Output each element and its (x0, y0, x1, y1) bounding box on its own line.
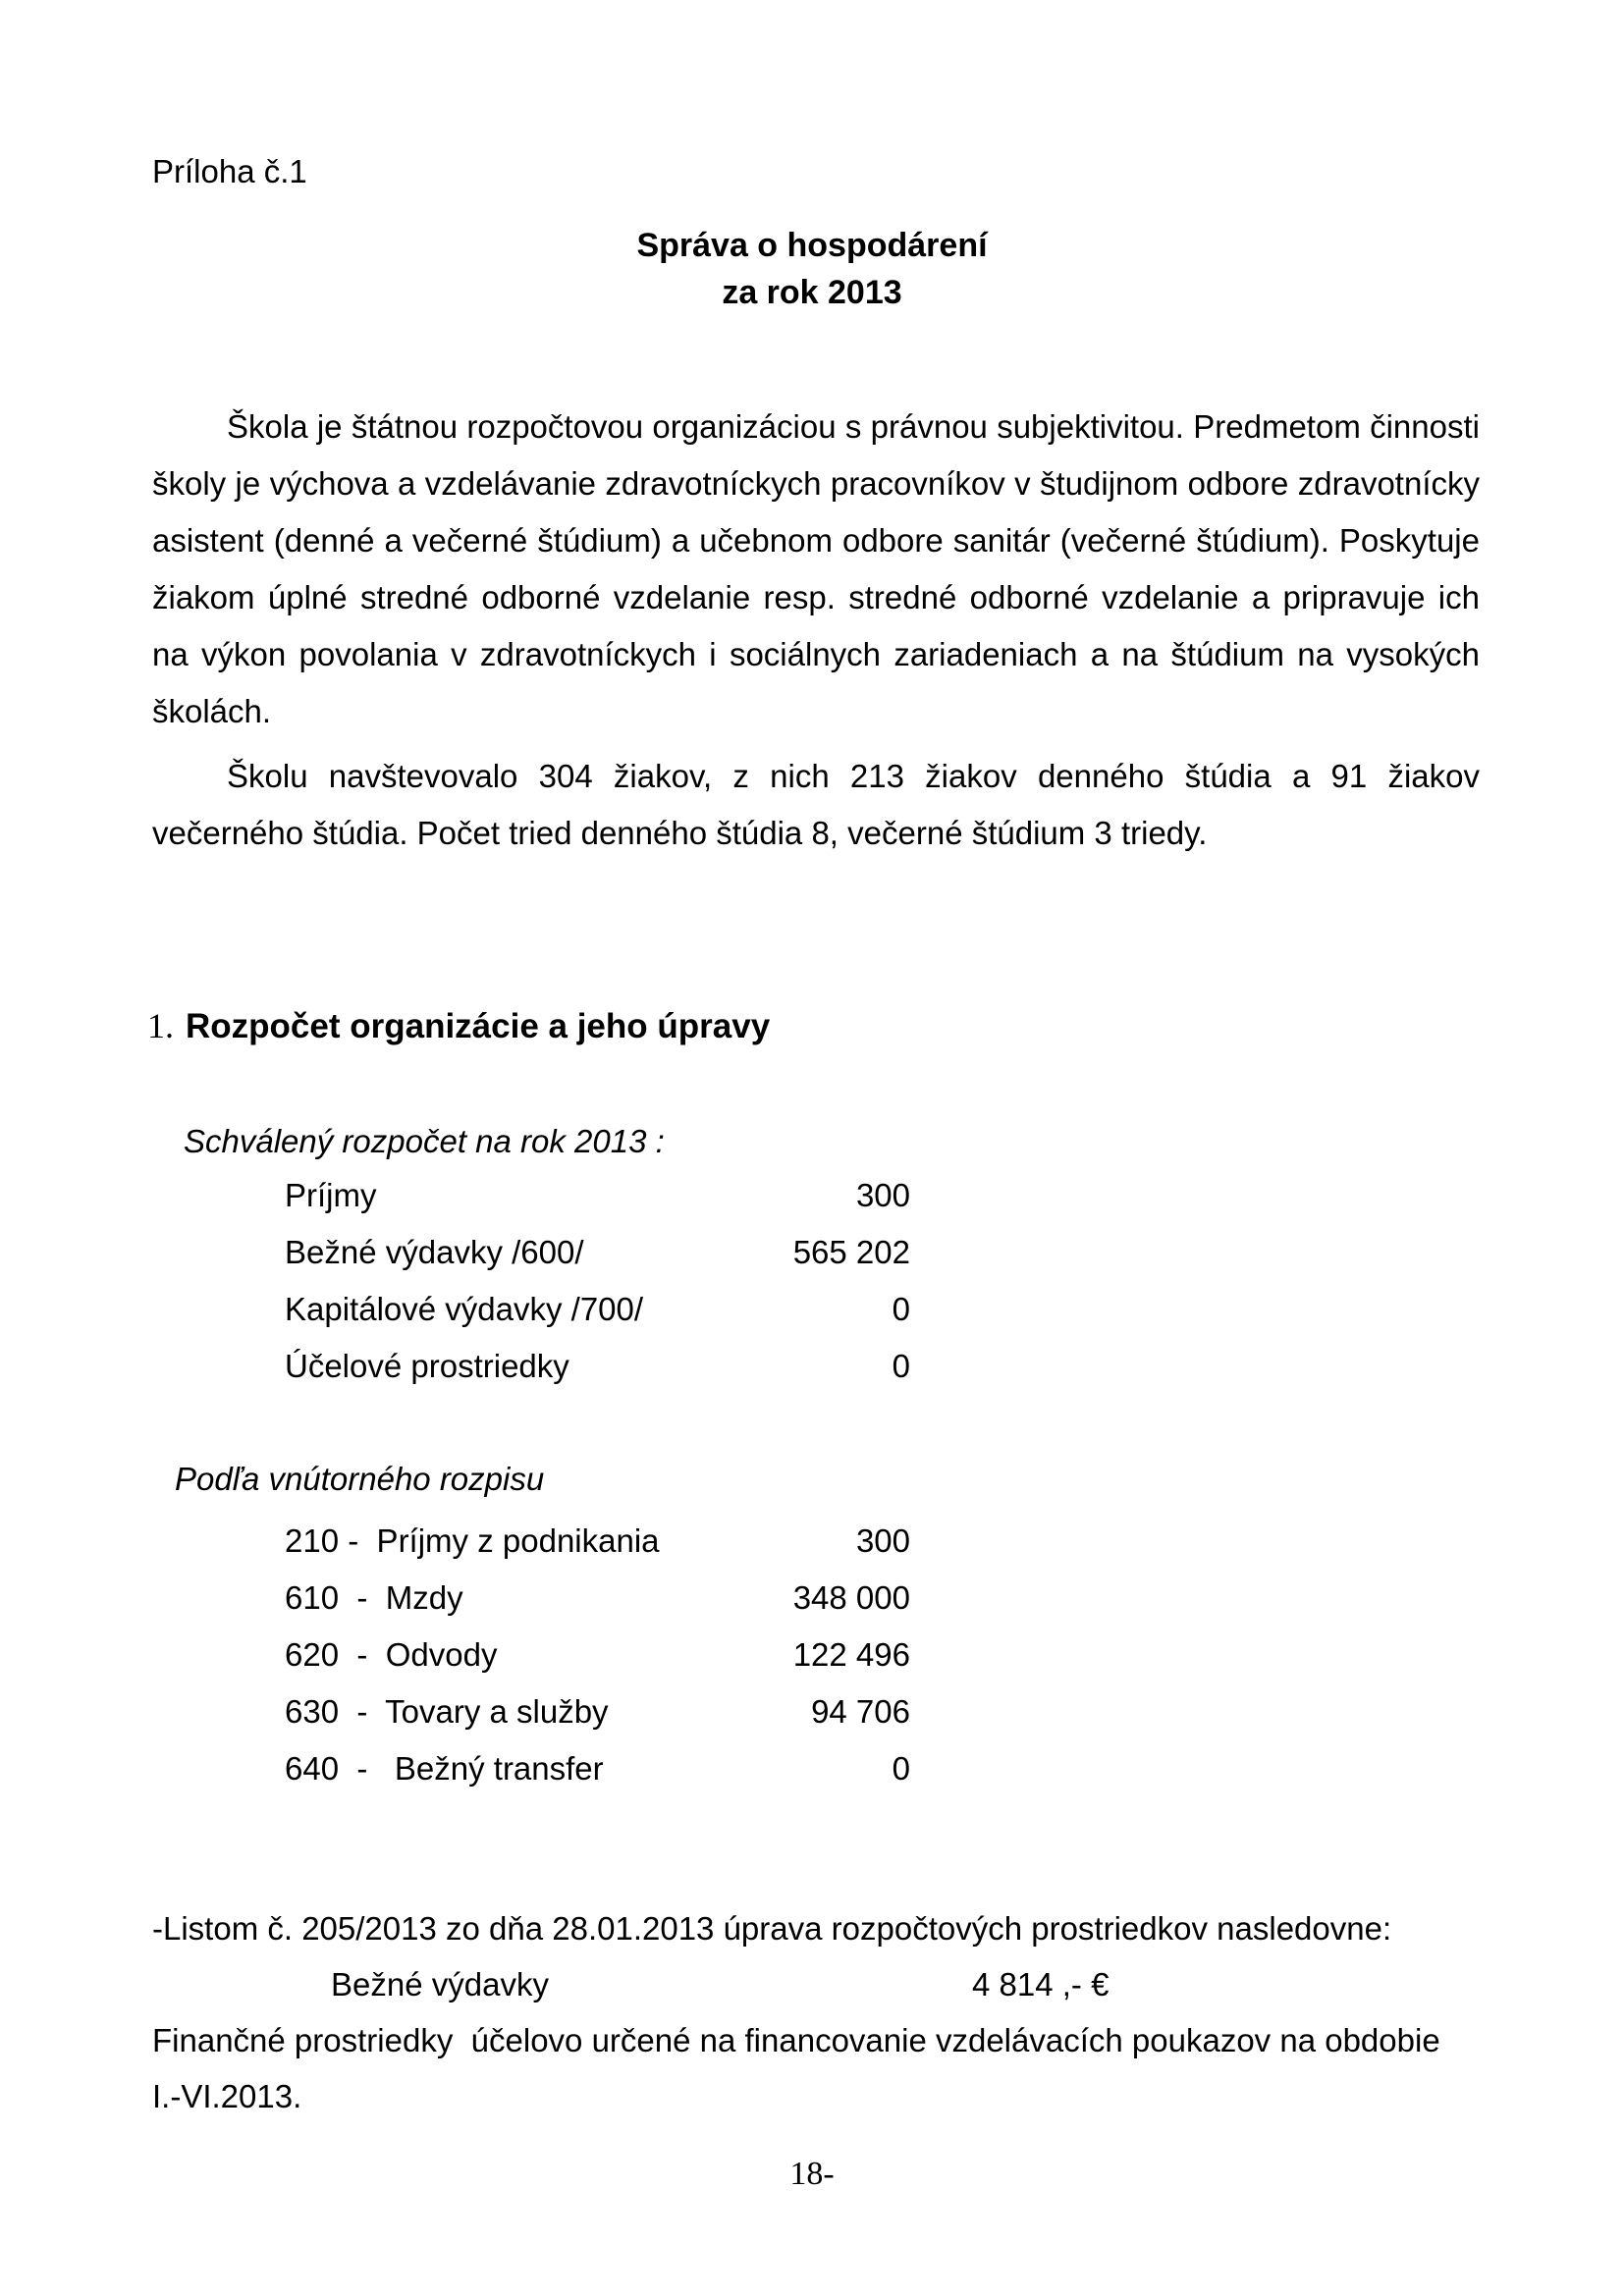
section-1-title: Rozpočet organizácie a jeho úpravy (186, 1007, 771, 1045)
row-label: Účelové prostriedky (285, 1348, 569, 1384)
row-label: 630 - Tovary a služby (285, 1693, 609, 1730)
row-value: 300 (855, 1177, 910, 1213)
row-label: 610 - Mzdy (285, 1579, 463, 1616)
section-1-heading (147, 997, 770, 1055)
row-value: 0 (892, 1750, 910, 1787)
adjustment-note: -Listom č. 205/2013 zo dňa 28.01.2013 úprava rozpočtových prostriedkov nasledovne: (152, 1910, 1392, 1947)
intro-paragraph: Škola je štátnou rozpočtovou organizáciou s právnou subjektivitou. Predmetom činnosti školy je výchova a vzdelávanie zdravotníckych pracovníkov v študijnom odbore zdravotnícky asistent (denné a večerné štúdium) a učebnom odbore sanitár (večerné štúdium). Poskytuje žiakom úplné stredné odborné vzdelanie resp. stredné odborné vzdelanie a pripravuje ich na výkon povolania v zdravotníckych i sociálnych zariadeniach a na štúdium na vysokých školách. (152, 408, 1480, 729)
approved-budget-table (285, 1167, 910, 1395)
table-row (285, 1740, 910, 1797)
section-1-number: 1. (147, 1006, 174, 1045)
table-row (285, 1513, 910, 1570)
row-value: 0 (892, 1348, 910, 1384)
row-label: Bežné výdavky /600/ (285, 1234, 584, 1270)
approved-budget-heading: Schválený rozpočet na rok 2013 : (184, 1123, 665, 1159)
document-title (0, 222, 1624, 316)
adjustment-row-value: 4 814 ,- € (972, 1966, 1110, 2002)
students-paragraph: Školu navštevovalo 304 žiakov, z nich 213 žiakov denného štúdia a 91 žiakov večerného štúdia. Počet tried denného štúdia 8, večerné štúdium 3 triedy. (152, 758, 1480, 851)
row-value: 122 496 (792, 1636, 910, 1673)
row-value: 94 706 (811, 1693, 910, 1730)
internal-breakdown-table (285, 1513, 910, 1797)
table-row (285, 1224, 910, 1281)
internal-breakdown-heading: Podľa vnútorného rozpisu (175, 1461, 545, 1497)
table-row (285, 1281, 910, 1338)
row-label: Kapitálové výdavky /700/ (285, 1291, 644, 1327)
table-row (285, 1167, 910, 1224)
row-label: 640 - Bežný transfer (285, 1750, 604, 1787)
page-number: 18- (789, 2156, 835, 2192)
row-value: 565 202 (792, 1234, 910, 1270)
row-label: Príjmy (285, 1177, 377, 1213)
document-title-line-1: Správa o hospodárení (636, 227, 988, 264)
row-value: 348 000 (792, 1579, 910, 1616)
table-row (285, 1570, 910, 1627)
row-label: 210 - Príjmy z podnikania (285, 1522, 660, 1559)
table-row (285, 1683, 910, 1740)
document-title-line-2: za rok 2013 (722, 274, 902, 311)
attachment-label: Príloha č.1 (152, 153, 307, 189)
adjustment-row-label: Bežné výdavky (331, 1966, 549, 2002)
footer-note-line-1: Finančné prostriedky účelovo určené na financovanie vzdelávacích poukazov na obdobie (152, 2022, 1440, 2058)
table-row (285, 1338, 910, 1395)
table-row (285, 1627, 910, 1683)
footer-note-line-2: I.-VI.2013. (152, 2078, 302, 2114)
row-value: 300 (855, 1522, 910, 1559)
row-label: 620 - Odvody (285, 1636, 498, 1673)
row-value: 0 (892, 1291, 910, 1327)
